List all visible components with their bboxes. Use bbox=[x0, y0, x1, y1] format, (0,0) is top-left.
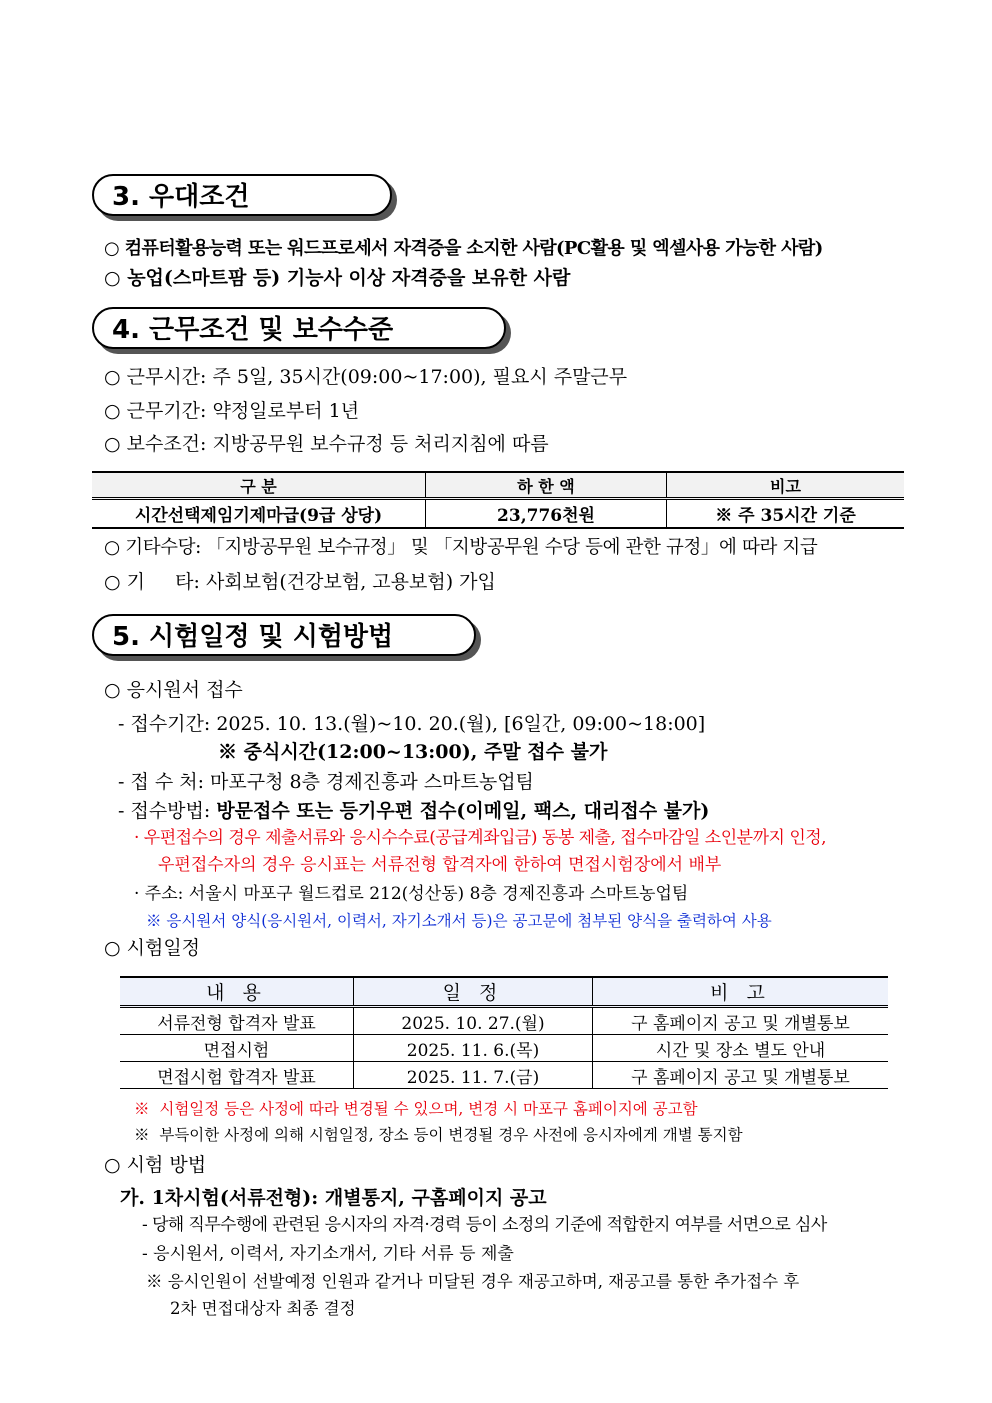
method-note-1: ※ 응시인원이 선발예정 인원과 같거나 미달된 경우 재공고하며, 재공고를 통한 추가접수 후 bbox=[146, 1272, 800, 1291]
method-first-2: - 응시원서, 이력서, 자기소개서, 기타 서류 등 제출 bbox=[142, 1244, 514, 1264]
pay-table-header-row bbox=[92, 472, 904, 499]
application-title: ○ 응시원서 접수 bbox=[104, 679, 243, 701]
method-title: ○ 시험 방법 bbox=[104, 1154, 207, 1176]
schedule-content: 면접시험 합격자 발표 bbox=[120, 1062, 354, 1089]
application-method-label: - 접수방법: bbox=[118, 800, 217, 822]
pay-header-category: 구 분 bbox=[92, 472, 426, 499]
schedule-header-row bbox=[120, 977, 888, 1007]
preference-1: ○ 컴퓨터활용능력 또는 워드프로세서 자격증을 소지한 사람(PC활용 및 엑셀사용 가능한 사람) bbox=[104, 238, 823, 259]
schedule-note-2: ※ 부득이한 사정에 의해 시험일정, 장소 등이 변경될 경우 사전에 응시자에게 개별 통지함 bbox=[134, 1126, 743, 1144]
schedule-header-note: 비 고 bbox=[593, 977, 889, 1007]
schedule-title: ○ 시험일정 bbox=[104, 937, 201, 959]
work-period: ○ 근무기간: 약정일로부터 1년 bbox=[104, 400, 360, 422]
application-address: · 주소: 서울시 마포구 월드컵로 212(성산동) 8층 경제진흥과 스마트농업팀 bbox=[134, 884, 689, 904]
mail-note-1: · 우편접수의 경우 제출서류와 응시수수료(공급계좌입금) 동봉 제출, 접수마감일 소인분까지 인정, bbox=[134, 828, 827, 848]
application-form-note: ※ 응시원서 양식(응시원서, 이력서, 자기소개서 등)은 공고문에 첨부된 양식을 출력하여 사용 bbox=[146, 912, 772, 930]
application-period: - 접수기간: 2025. 10. 13.(월)~10. 20.(월), [6일간, 09:00~18:00] bbox=[118, 713, 706, 735]
section-3-title: 3. 우대조건 bbox=[112, 182, 250, 212]
schedule-header-content: 내 용 bbox=[120, 977, 354, 1007]
method-first-title: 가. 1차시험(서류전형): 개별통지, 구홈페이지 공고 bbox=[120, 1187, 547, 1209]
section-4-title: 4. 근무조건 및 보수수준 bbox=[112, 315, 394, 345]
pay-header-note: 비고 bbox=[667, 472, 905, 499]
pay-table-row bbox=[92, 499, 904, 529]
pay-table bbox=[92, 471, 904, 529]
schedule-note: 구 홈페이지 공고 및 개별통보 bbox=[593, 1062, 889, 1089]
pay-header-minimum: 하 한 액 bbox=[426, 472, 667, 499]
section-4-header bbox=[92, 307, 506, 349]
work-allowance: ○ 기타수당: 「지방공무원 보수규정」 및 「지방공무원 수당 등에 관한 규정」에 따라 지급 bbox=[104, 537, 818, 558]
section-5-title: 5. 시험일정 및 시험방법 bbox=[112, 622, 394, 652]
table-row bbox=[120, 1062, 888, 1089]
method-note-2: 2차 면접대상자 최종 결정 bbox=[170, 1299, 356, 1318]
work-hours: ○ 근무시간: 주 5일, 35시간(09:00~17:00), 필요시 주말근무 bbox=[104, 366, 628, 388]
pay-category: 시간선택제임기제마급(9급 상당) bbox=[92, 499, 426, 529]
section-3-header bbox=[92, 174, 392, 216]
section-5-header bbox=[92, 614, 476, 656]
schedule-date: 2025. 11. 7.(금) bbox=[354, 1062, 593, 1089]
schedule-note: 시간 및 장소 별도 안내 bbox=[593, 1035, 889, 1062]
preference-2: ○ 농업(스마트팜 등) 기능사 이상 자격증을 보유한 사람 bbox=[104, 267, 571, 289]
schedule-content: 면접시험 bbox=[120, 1035, 354, 1062]
application-place: - 접 수 처: 마포구청 8층 경제진흥과 스마트농업팀 bbox=[118, 771, 534, 793]
application-method: 방문접수 또는 등기우편 접수(이메일, 팩스, 대리접수 불가) bbox=[216, 800, 710, 822]
table-row bbox=[120, 1035, 888, 1062]
schedule-header-date: 일 정 bbox=[354, 977, 593, 1007]
pay-note: ※ 주 35시간 기준 bbox=[667, 499, 905, 529]
schedule-table bbox=[120, 976, 888, 1089]
schedule-note-1: ※ 시험일정 등은 사정에 따라 변경될 수 있으며, 변경 시 마포구 홈페이지에 공고함 bbox=[134, 1100, 698, 1118]
work-etc: ○ 기 타: 사회보험(건강보험, 고용보험) 가입 bbox=[104, 571, 496, 593]
work-pay: ○ 보수조건: 지방공무원 보수규정 등 처리지침에 따름 bbox=[104, 433, 549, 455]
schedule-content: 서류전형 합격자 발표 bbox=[120, 1007, 354, 1035]
mail-note-2: 우편접수자의 경우 응시표는 서류전형 합격자에 한하여 면접시험장에서 배부 bbox=[158, 855, 722, 875]
application-lunch-note: ※ 중식시간(12:00~13:00), 주말 접수 불가 bbox=[218, 741, 608, 763]
pay-minimum: 23,776천원 bbox=[426, 499, 667, 529]
schedule-note: 구 홈페이지 공고 및 개별통보 bbox=[593, 1007, 889, 1035]
application-method-line bbox=[118, 797, 709, 825]
schedule-date: 2025. 10. 27.(월) bbox=[354, 1007, 593, 1035]
method-first-1: - 당해 직무수행에 관련된 응시자의 자격·경력 등이 소정의 기준에 적합한지 여부를 서면으로 심사 bbox=[142, 1215, 827, 1235]
table-row bbox=[120, 1007, 888, 1035]
schedule-date: 2025. 11. 6.(목) bbox=[354, 1035, 593, 1062]
